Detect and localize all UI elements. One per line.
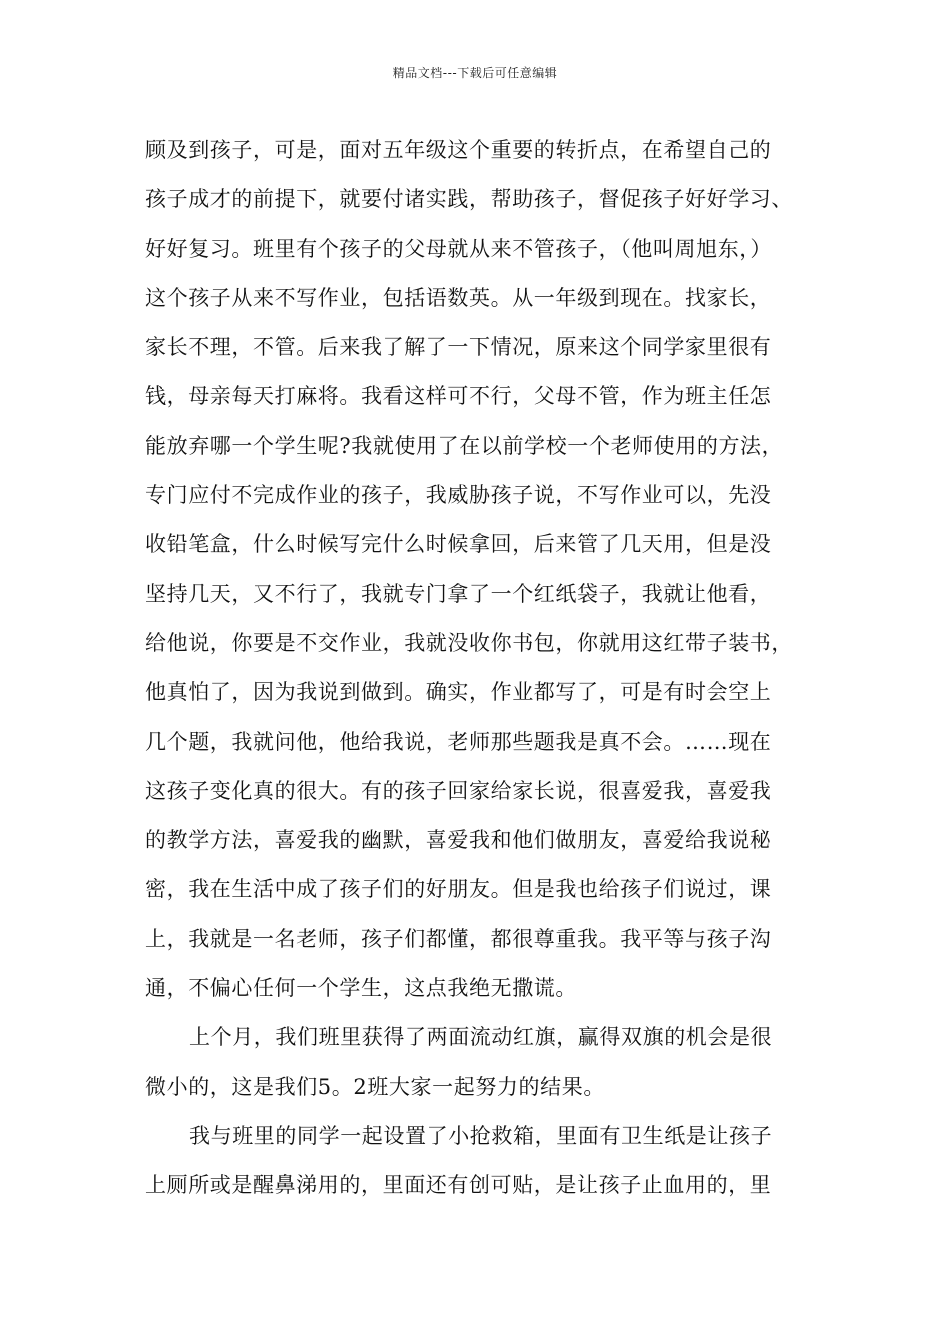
text-line: 微小的，这是我们5。2班大家一起努力的结果。 bbox=[145, 1074, 605, 1099]
text-line: 收铅笔盒，什么时候写完什么时候拿回，后来管了几天用，但是没 bbox=[145, 532, 772, 557]
text-line: 坚持几天，又不行了，我就专门拿了一个红纸袋子，我就让他看， bbox=[145, 581, 772, 606]
text-line: 这个孩子从来不写作业，包括语数英。从一年级到现在。找家长， bbox=[145, 285, 772, 310]
text-line: 家长不理，不管。后来我了解了一下情况，原来这个同学家里很有 bbox=[145, 335, 772, 360]
text-line: 专门应付不完成作业的孩子，我威胁孩子说，不写作业可以，先没 bbox=[145, 483, 772, 508]
body-text bbox=[145, 132, 825, 1217]
text-line: 能放弃哪一个学生呢?我就使用了在以前学校一个老师使用的方法， bbox=[145, 433, 784, 458]
paragraph-start-line: 上个月，我们班里获得了两面流动红旗，赢得双旗的机会是很 bbox=[189, 1025, 773, 1050]
paragraph-start-line: 我与班里的同学一起设置了小抢救箱，里面有卫生纸是让孩子 bbox=[189, 1123, 773, 1148]
text-line: 钱，母亲每天打麻将。我看这样可不行，父母不管，作为班主任怎 bbox=[145, 384, 772, 409]
text-line: 上，我就是一名老师，孩子们都懂，都很尊重我。我平等与孩子沟 bbox=[145, 926, 772, 951]
text-line: 几个题，我就问他，他给我说，老师那些题我是真不会。……现在 bbox=[145, 729, 772, 754]
text-line: 这孩子变化真的很大。有的孩子回家给家长说，很喜爱我，喜爱我 bbox=[145, 778, 772, 803]
text-line: 顾及到孩子，可是，面对五年级这个重要的转折点，在希望自己的 bbox=[145, 138, 772, 162]
text-line: 好好复习。班里有个孩子的父母就从来不管孩子，（他叫周旭东，） bbox=[145, 236, 772, 261]
text-line: 孩子成才的前提下，就要付诸实践，帮助孩子，督促孩子好好学习、 bbox=[145, 187, 793, 212]
text-line: 他真怕了，因为我说到做到。确实，作业都写了，可是有时会空上 bbox=[145, 680, 772, 705]
page-header: 精品文档---下载后可任意编辑 bbox=[392, 66, 558, 80]
text-line: 给他说，你要是不交作业，我就没收你书包，你就用这红带子装书， bbox=[145, 630, 793, 655]
text-line: 密，我在生活中成了孩子们的好朋友。但是我也给孩子们说过，课 bbox=[145, 877, 772, 902]
text-line: 的教学方法，喜爱我的幽默，喜爱我和他们做朋友，喜爱给我说秘 bbox=[145, 828, 772, 853]
text-line: 通，不偏心任何一个学生，这点我绝无撒谎。 bbox=[145, 976, 577, 1001]
text-line: 上厕所或是醒鼻涕用的，里面还有创可贴，是让孩子止血用的，里 bbox=[145, 1173, 772, 1198]
